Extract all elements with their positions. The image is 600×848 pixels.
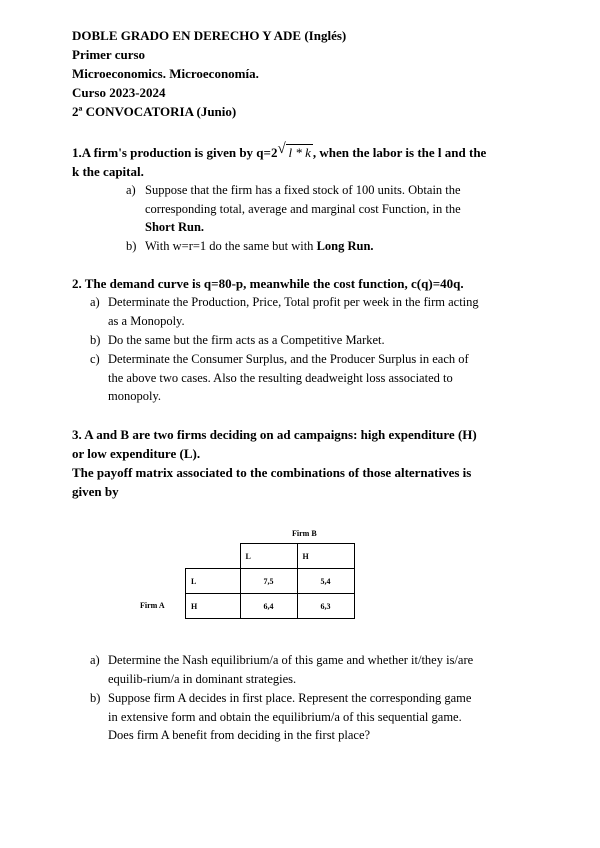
question-2c-line3: monopoly.: [108, 389, 162, 403]
question-1b-text: With w=r=1 do the same but with: [145, 239, 317, 253]
question-3-title-line4: given by: [72, 484, 119, 499]
question-1b-bold: Long Run.: [316, 239, 374, 253]
item-label: a): [126, 183, 136, 197]
payoff-cell: 7,5: [240, 569, 297, 594]
item-label: b): [126, 239, 137, 253]
payoff-cell: 5,4: [297, 569, 354, 594]
item-label: b): [90, 691, 101, 705]
exam-session: 2ª CONVOCATORIA (Junio): [72, 104, 237, 119]
item-label: b): [90, 333, 101, 347]
firm-b-label: Firm B: [292, 529, 317, 538]
question-3a-line2: equilib-rium/a in dominant strategies.: [108, 671, 297, 686]
firm-a-label: Firm A: [140, 601, 165, 610]
empty-corner: [186, 544, 241, 569]
question-3b-line3: Does firm A benefit from deciding in the first place?: [108, 728, 371, 742]
question-3b-line2: in extensive form and obtain the equilibrium/a of this sequential game.: [108, 709, 462, 724]
question-1-prefix: 1.A firm's production is given by q=2: [72, 145, 278, 160]
question-1a-line1: Suppose that the firm has a fixed stock of 100 units. Obtain the: [145, 183, 461, 197]
col-header: L: [240, 544, 297, 569]
item-label: a): [90, 653, 100, 667]
item-label: c): [90, 352, 100, 366]
matrix-row: [186, 594, 355, 619]
degree-title: DOBLE GRADO EN DERECHO Y ADE (Inglés): [72, 28, 347, 43]
subject-title: Microeconomics. Microeconomía.: [72, 66, 259, 81]
question-2b-line1: Do the same but the firm acts as a Competitive Market.: [108, 333, 385, 347]
question-2c-line1: Determinate the Consumer Surplus, and the Producer Surplus in each of: [108, 352, 469, 366]
sqrt-content: l * k: [288, 145, 311, 160]
question-2a-line2: as a Monopoly.: [108, 313, 185, 328]
question-1-suffix: , when the labor is the l and the: [312, 145, 487, 160]
col-header: H: [297, 544, 354, 569]
question-1-title: [72, 143, 542, 162]
academic-year: Curso 2023-2024: [72, 85, 166, 100]
course-year: Primer curso: [72, 47, 146, 62]
question-1-line2: k the capital.: [72, 164, 144, 179]
question-2-title: 2. The demand curve is q=80-p, meanwhile the cost function, c(q)=40q.: [72, 276, 464, 291]
item-label: a): [90, 295, 100, 309]
question-3-title-line3: The payoff matrix associated to the combinations of those alternatives is: [72, 465, 472, 480]
question-3b-line1: Suppose firm A decides in first place. Represent the corresponding game: [108, 691, 472, 705]
row-header: L: [186, 569, 241, 594]
question-3-title-line2: or low expenditure (L).: [72, 446, 201, 461]
matrix-row: [186, 569, 355, 594]
payoff-cell: 6,3: [297, 594, 354, 619]
question-2c-line2: the above two cases. Also the resulting deadweight loss associated to: [108, 370, 453, 385]
question-2a-line1: Determinate the Production, Price, Total profit per week in the firm acting: [108, 295, 479, 309]
sqrt-expression: √ l * k: [277, 141, 311, 160]
question-1a-bold: Short Run.: [145, 220, 205, 234]
row-header: H: [186, 594, 241, 619]
payoff-cell: 6,4: [240, 594, 297, 619]
payoff-matrix: [185, 543, 355, 619]
question-3-title-line1: 3. A and B are two firms deciding on ad campaigns: high expenditure (H): [72, 427, 477, 442]
question-3a-line1: Determine the Nash equilibrium/a of this game and whether it/they is/are: [108, 653, 474, 667]
question-1a-line2: corresponding total, average and marginal cost Function, in the: [145, 201, 461, 216]
